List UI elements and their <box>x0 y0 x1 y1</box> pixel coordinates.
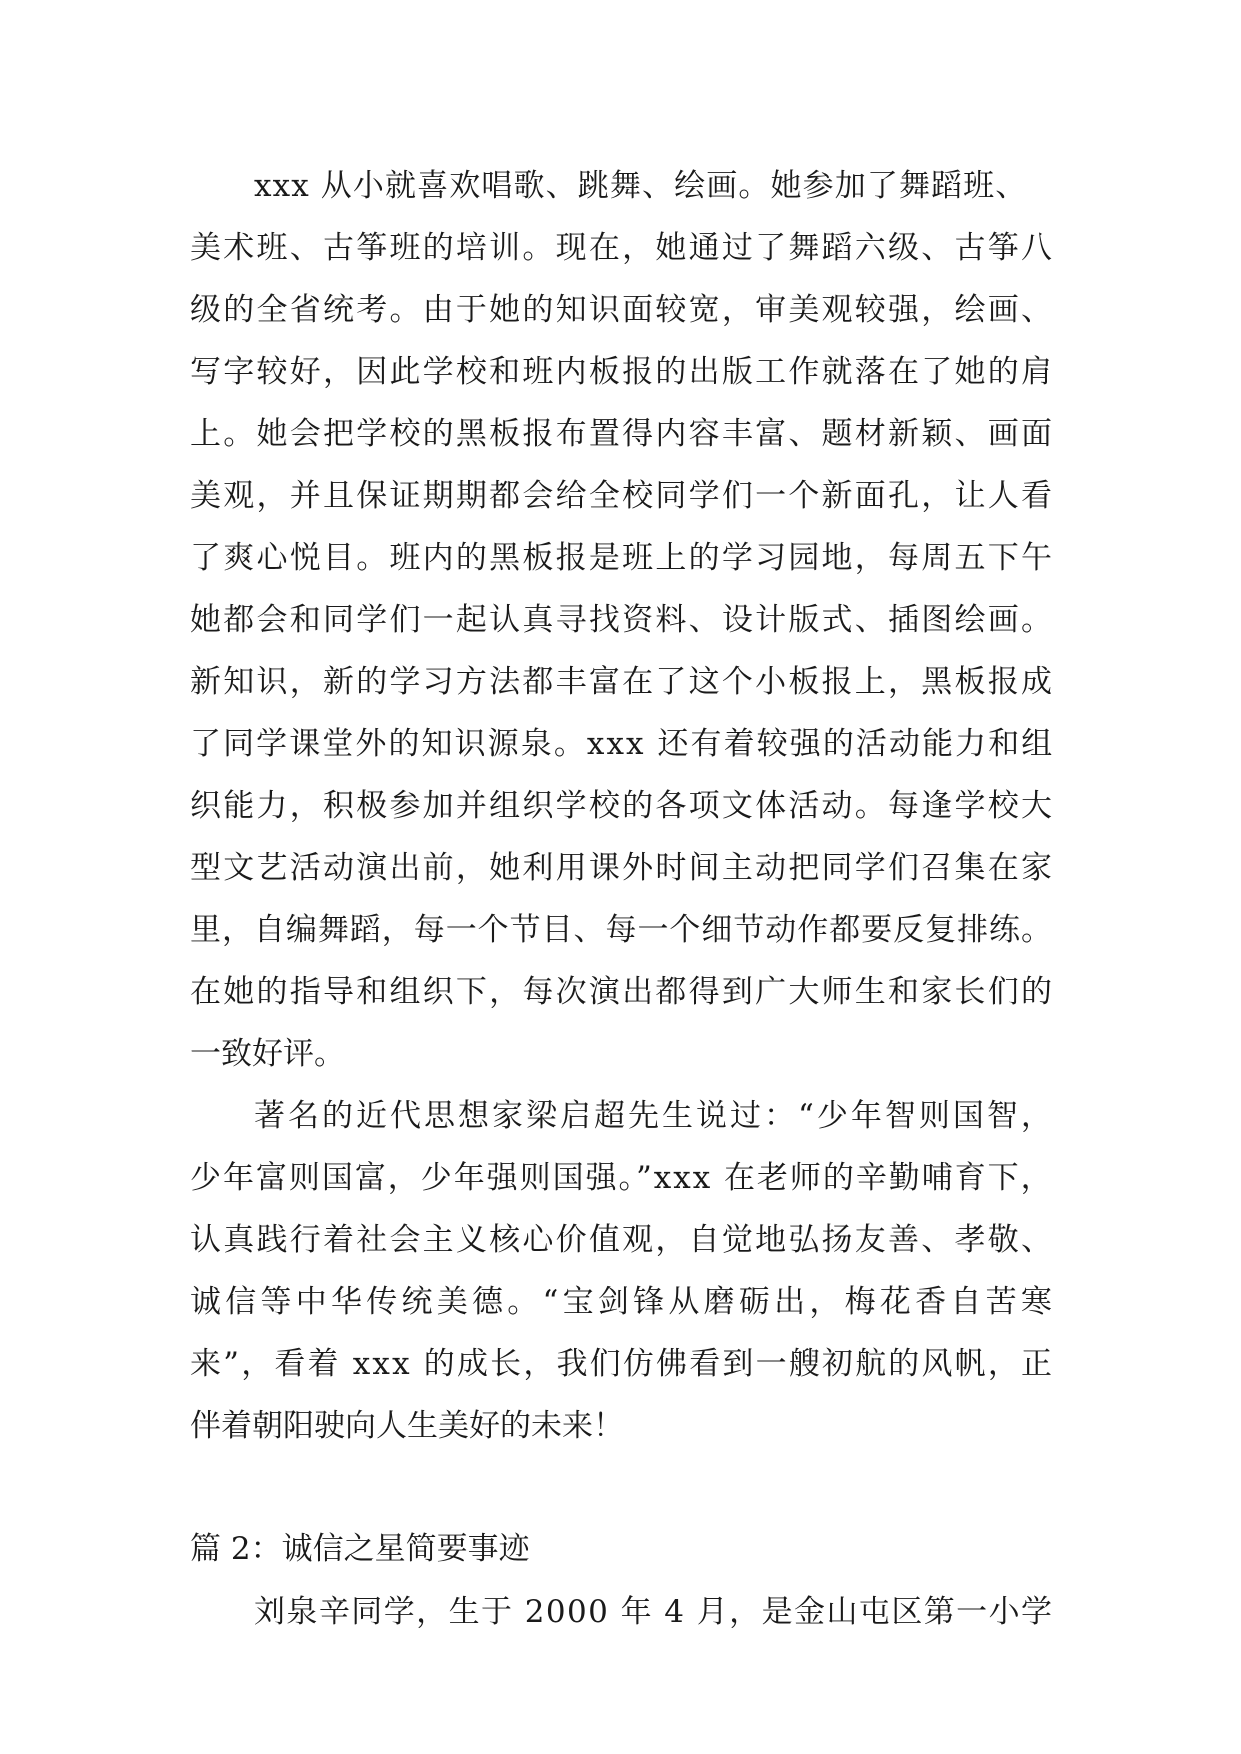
paragraph-1-line-15: 一致好评。 <box>190 1036 345 1072</box>
paragraph-1-line-10: 了同学课堂外的知识源泉。xxx 还有着较强的活动能力和组 <box>190 726 1055 762</box>
paragraph-1-line-11: 织能力，积极参加并组织学校的各项文体活动。每逢学校大 <box>190 788 1055 824</box>
paragraph-1-line-1: xxx 从小就喜欢唱歌、跳舞、绘画。她参加了舞蹈班、 <box>254 168 1028 204</box>
paragraph-2-line-2: 少年富则国富，少年强则国强。”xxx 在老师的辛勤哺育下， <box>190 1160 1054 1196</box>
paragraph-2-line-3: 认真践行着社会主义核心价值观，自觉地弘扬友善、孝敬、 <box>190 1222 1055 1258</box>
paragraph-1-line-4: 写字较好，因此学校和班内板报的出版工作就落在了她的肩 <box>190 354 1055 390</box>
paragraph-1-line-9: 新知识，新的学习方法都丰富在了这个小板报上，黑板报成 <box>190 664 1055 700</box>
paragraph-1-line-2: 美术班、古筝班的培训。现在，她通过了舞蹈六级、古筝八 <box>190 230 1055 266</box>
paragraph-2-line-6: 伴着朝阳驶向人生美好的未来！ <box>190 1408 624 1444</box>
paragraph-1-line-14: 在她的指导和组织下，每次演出都得到广大师生和家长们的 <box>190 974 1055 1010</box>
paragraph-3-line-1: 刘泉辛同学，生于 2000 年 4 月，是金山屯区第一小学 <box>254 1594 1054 1630</box>
paragraph-1-line-13: 里，自编舞蹈，每一个节目、每一个细节动作都要反复排练。 <box>190 912 1053 948</box>
paragraph-2-line-1: 著名的近代思想家梁启超先生说过：“少年智则国智， <box>254 1098 1055 1134</box>
paragraph-1-line-3: 级的全省统考。由于她的知识面较宽，审美观较强，绘画、 <box>190 292 1055 328</box>
paragraph-1-line-8: 她都会和同学们一起认真寻找资料、设计版式、插图绘画。 <box>190 602 1055 638</box>
paragraph-1-line-5: 上。她会把学校的黑板报布置得内容丰富、题材新颖、画面 <box>190 416 1055 452</box>
paragraph-2-line-5: 来”，看着 xxx 的成长，我们仿佛看到一艘初航的风帆，正 <box>190 1346 1055 1382</box>
section-heading: 篇 2：诚信之星简要事迹 <box>190 1531 530 1567</box>
paragraph-2-line-4: 诚信等中华传统美德。“宝剑锋从磨砺出，梅花香自苦寒 <box>190 1284 1057 1320</box>
paragraph-1-line-6: 美观，并且保证期期都会给全校同学们一个新面孔，让人看 <box>190 478 1055 514</box>
paragraph-1-line-7: 了爽心悦目。班内的黑板报是班上的学习园地，每周五下午 <box>190 540 1055 576</box>
paragraph-1-line-12: 型文艺活动演出前，她利用课外时间主动把同学们召集在家 <box>190 850 1055 886</box>
